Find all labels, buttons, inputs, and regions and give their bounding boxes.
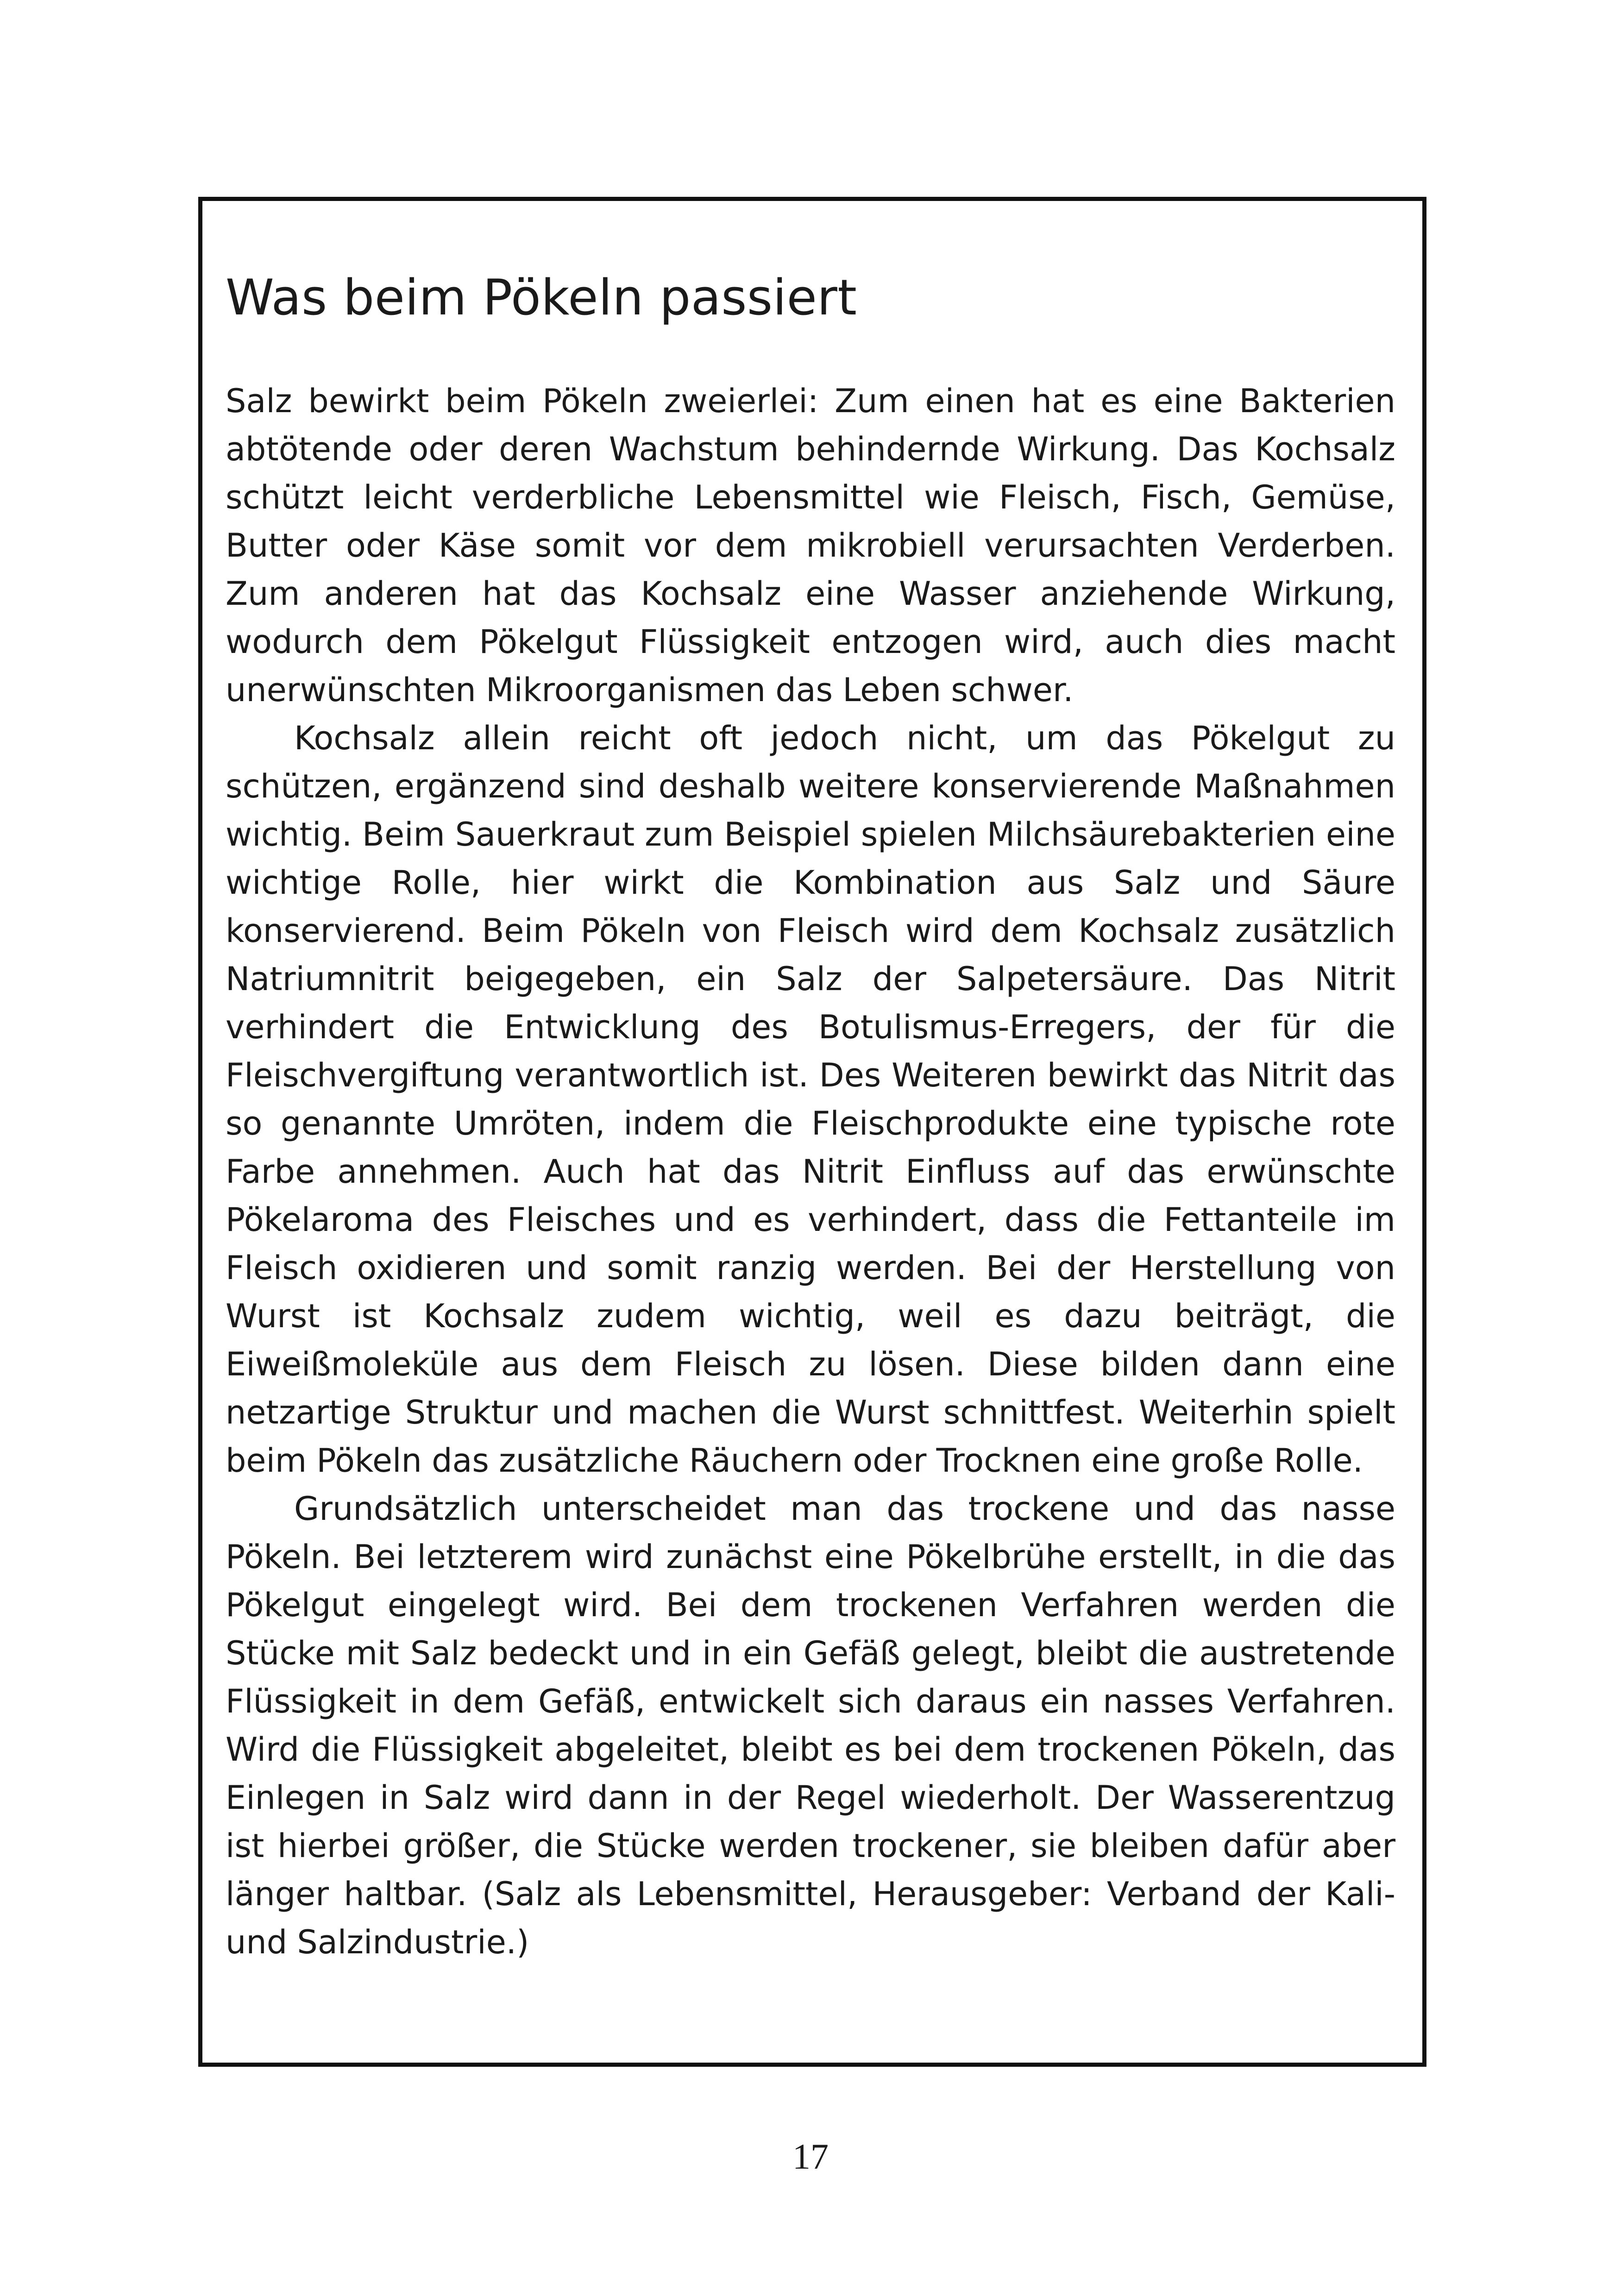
- body-paragraph: Salz bewirkt beim Pökeln zweierlei: Zum einen hat es eine Bakterien abtötende oder deren Wachstum behindernde Wirkung. Das Kochsalz schützt leicht verderbliche Lebensmittel wie Fleisch, Fisch, Gemüse, Butter oder Käse somit vor dem mikrobiell verursachten Verderben. Zum anderen hat das Kochsalz eine Wasser anziehende Wirkung, wodurch dem Pökelgut Flüssigkeit entzogen wird, auch dies macht unerwünschten Mikroorganismen das Leben schwer.: [226, 382, 1395, 709]
- framed-text-box: [198, 197, 1426, 2067]
- box-body: [226, 377, 1395, 1966]
- box-title: Was beim Pökeln passiert: [226, 269, 857, 326]
- page-number: 17: [792, 2136, 829, 2177]
- body-paragraph: Kochsalz allein reicht oft jedoch nicht, um das Pökelgut zu schützen, ergänzend sind deshalb weitere konservierende Maßnahmen wichtig. Beim Sauerkraut zum Beispiel spielen Milchsäurebakterien eine wichtige Rolle, hier wirkt die Kombination aus Salz und Säure konservierend. Beim Pökeln von Fleisch wird dem Kochsalz zusätzlich Natriumnitrit beigegeben, ein Salz der Salpetersäure. Das Nitrit verhindert die Entwicklung des Botulismus-Erregers, der für die Fleischvergiftung verantwortlich ist. Des Weiteren bewirkt das Nitrit das so genannte Umröten, indem die Fleischprodukte eine typische rote Farbe annehmen. Auch hat das Nitrit Einfluss auf das erwünschte Pökelaroma des Fleisches und es verhindert, dass die Fettanteile im Fleisch oxidieren und somit ranzig werden. Bei der Herstellung von Wurst ist Kochsalz zudem wichtig, weil es dazu beiträgt, die Eiweißmoleküle aus dem Fleisch zu lösen. Diese bilden dann eine netzartige Struktur und machen die Wurst schnittfest. Weiterhin spielt beim Pökeln das zusätzliche Räuchern oder Trocknen eine große Rolle.: [226, 719, 1395, 1480]
- body-paragraph: Grundsätzlich unterscheidet man das trockene und das nasse Pökeln. Bei letzterem wird zunächst eine Pökelbrühe erstellt, in die das Pökelgut eingelegt wird. Bei dem trockenen Verfahren werden die Stücke mit Salz bedeckt und in ein Gefäß gelegt, bleibt die austretende Flüssigkeit in dem Gefäß, entwickelt sich daraus ein nasses Verfahren. Wird die Flüssigkeit abgeleitet, bleibt es bei dem trockenen Pökeln, das Einlegen in Salz wird dann in der Regel wiederholt. Der Wasserentzug ist hierbei größer, die Stücke werden trockener, sie bleiben dafür aber länger haltbar. (Salz als Lebensmittel, Herausgeber: Verband der Kali- und Salzindustrie.): [226, 1490, 1395, 1962]
